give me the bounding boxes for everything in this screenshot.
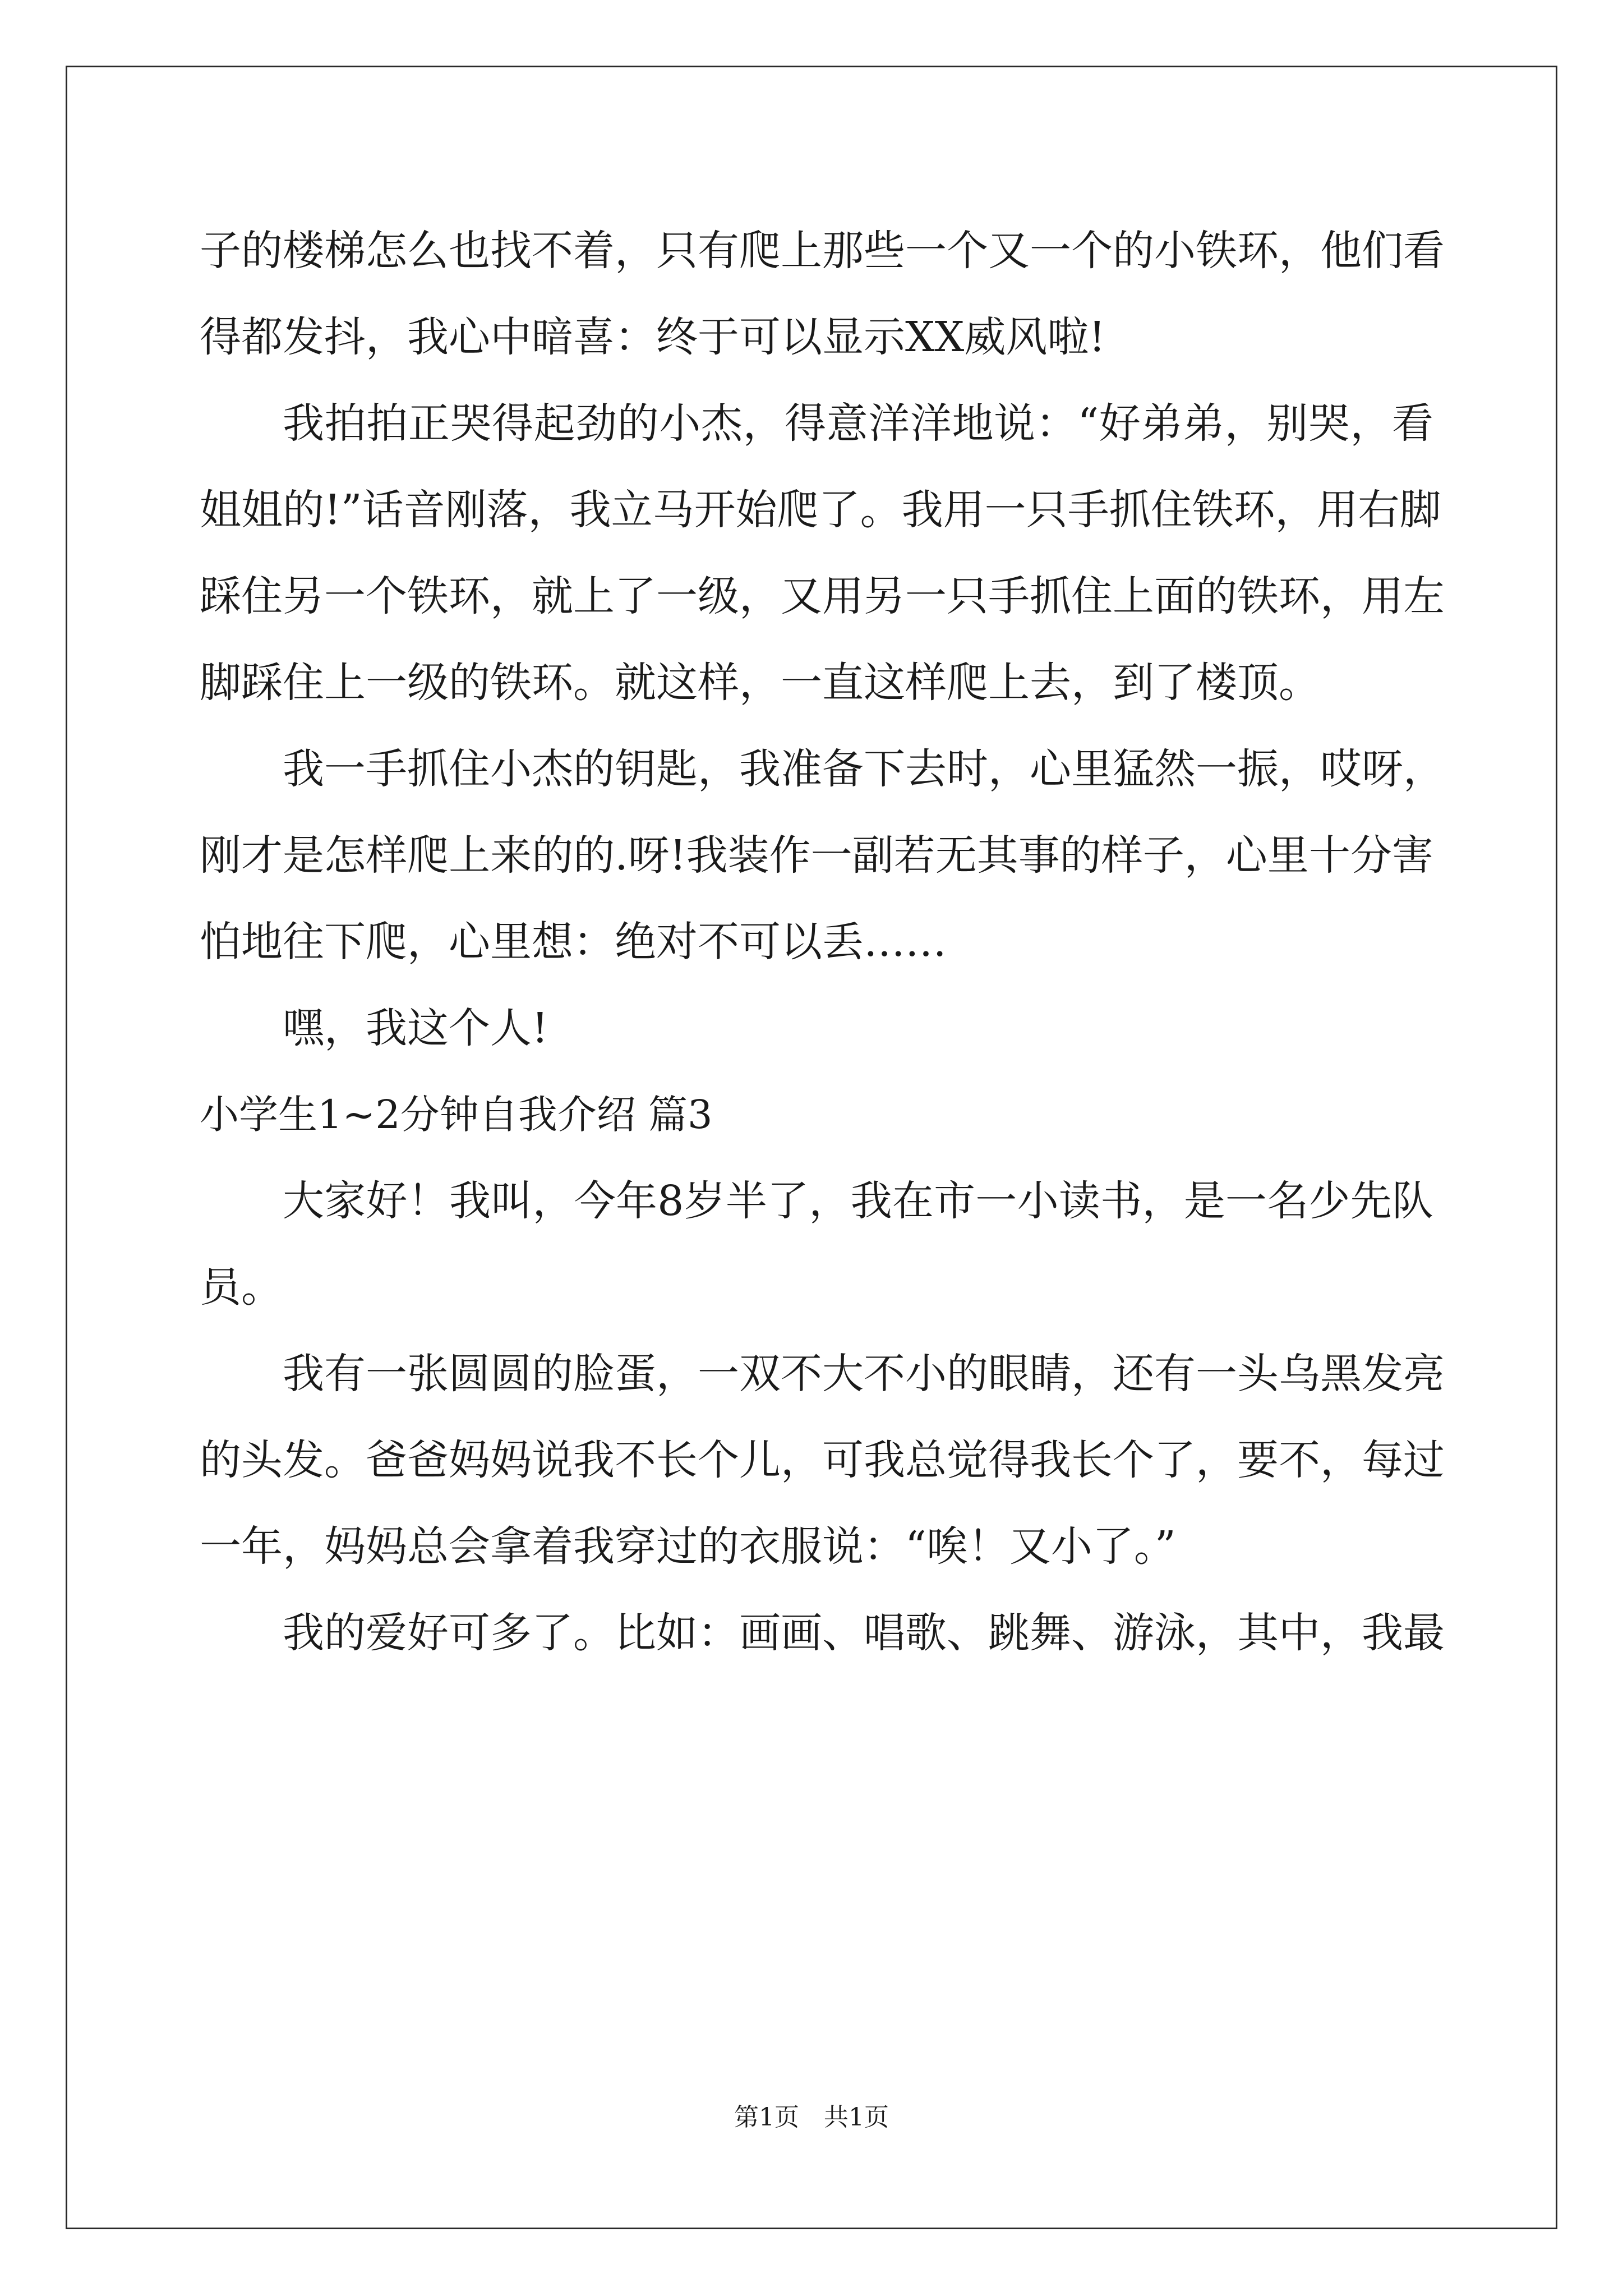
text-line: 踩住另一个铁环，就上了一级，又用另一只手抓住上面的铁环，用左 <box>200 572 1445 620</box>
text-line: 员。 <box>200 1263 283 1312</box>
text-line: 子的楼梯怎么也找不着，只有爬上那些一个又一个的小铁环，他们看 <box>200 227 1445 275</box>
paragraph-line: 我有一张圆圆的脸蛋，一双不大不小的眼睛，还有一头乌黑发亮 <box>283 1350 1445 1398</box>
text-line: 怕地往下爬，心里想：绝对不可以丢…… <box>200 918 947 966</box>
paragraph-line: 我拍拍正哭得起劲的小杰，得意洋洋地说：“好弟弟，别哭，看 <box>283 399 1433 448</box>
page-footer <box>0 2101 1623 2134</box>
document-body <box>200 208 1445 1676</box>
page-number-total: 共1页 <box>824 2103 889 2132</box>
paragraph-line: 我的爱好可多了。比如：画画、唱歌、跳舞、游泳，其中，我最 <box>283 1609 1445 1657</box>
text-line: 的头发。爸爸妈妈说我不长个儿，可我总觉得我长个了，要不，每过 <box>200 1436 1445 1484</box>
text-line: 得都发抖，我心中暗喜：终于可以显示XX威风啦! <box>200 313 1106 361</box>
text-line: 刚才是怎样爬上来的的.呀!我装作一副若无其事的样子，心里十分害 <box>200 831 1433 880</box>
text-line: 一年，妈妈总会拿着我穿过的衣服说：“唉！又小了。” <box>200 1522 1176 1571</box>
section-heading: 小学生1~2分钟自我介绍 篇3 <box>200 1092 713 1138</box>
text-line: 脚踩住上一级的铁环。就这样，一直这样爬上去，到了楼顶。 <box>200 659 1320 707</box>
page-number-current: 第1页 <box>734 2103 799 2132</box>
paragraph-line: 我一手抓住小杰的钥匙，我准备下去时，心里猛然一振，哎呀， <box>283 745 1445 793</box>
paragraph-line: 大家好！我叫，今年8岁半了，我在市一小读书，是一名少先队 <box>283 1177 1433 1225</box>
paragraph-line: 嘿，我这个人! <box>283 1004 548 1052</box>
text-line: 姐姐的!”话音刚落，我立马开始爬了。我用一只手抓住铁环，用右脚 <box>200 486 1441 534</box>
